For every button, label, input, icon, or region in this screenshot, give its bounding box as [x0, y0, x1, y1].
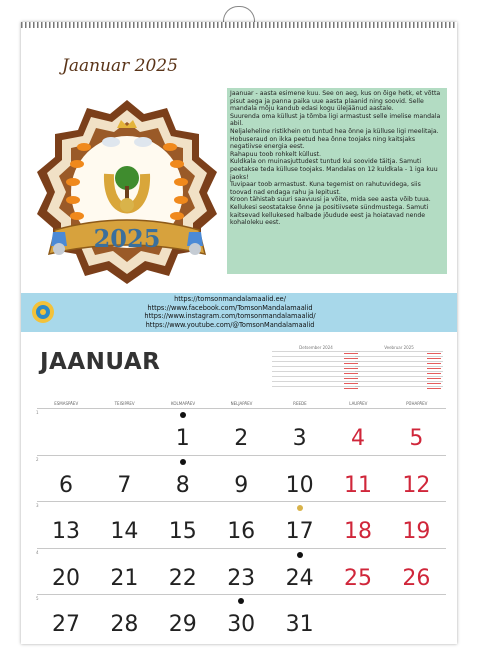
month-heading: JAANUAR	[40, 349, 161, 375]
calendar-day: 11	[344, 472, 372, 498]
calendar-day: 30	[227, 612, 256, 637]
calendar-day: 23	[227, 565, 256, 591]
mini-calendar-previous	[272, 345, 360, 393]
calendar-day: 12	[402, 472, 431, 498]
weekday-label: NELJAPÄEV	[230, 401, 253, 406]
calendar-day: 4	[351, 426, 365, 451]
weekday-label: REEDE	[293, 401, 307, 406]
calendar-day: 10	[285, 472, 314, 498]
calendar-day: 2	[234, 426, 249, 451]
calendar-day: 16	[227, 519, 256, 544]
youtube-link[interactable]: https://www.youtube.com/@TomsonMandalamaalid	[145, 320, 315, 329]
mini-calendar-sundays	[427, 353, 441, 391]
calendar-day: 31	[285, 612, 314, 637]
calendar-day: 21	[110, 565, 139, 591]
website-link[interactable]: https://tomsonmandalamaalid.ee/	[174, 295, 286, 303]
description-paragraph: Hobuseraud on ikka peetud hea õnne toojaks ning kaitsjaks negatiivse energia eest.	[230, 135, 416, 151]
description-paragraph: Jaanuar - aasta esimene kuu. See on aeg, kus on õige hetk, et võtta pisut aega ja panna paika uue aasta plaanid ning soovid. Selle mandala mõju kandub edasi kogu ülejäänud aastale.	[230, 90, 441, 113]
calendar-day: 18	[344, 519, 372, 544]
facebook-link[interactable]: https://www.facebook.com/TomsonMandalamaalid	[147, 303, 313, 312]
calendar-day: 15	[168, 519, 197, 544]
calendar-day: 29	[168, 612, 197, 637]
calendar-day: 14	[110, 519, 139, 544]
weekday-label: LAUPÄEV	[349, 401, 368, 406]
moon-phase-icon	[297, 505, 303, 511]
week-number: 1	[36, 410, 39, 415]
description-paragraph: Kroon tähistab suuri saavuusi ja võite, mida see aasta võib tuua.	[230, 196, 431, 204]
week-number: 4	[36, 549, 39, 555]
calendar-day: 19	[402, 519, 431, 544]
description-paragraph: Rahapuu toob rohkelt küllust.	[230, 150, 321, 158]
calendar-day: 28	[110, 612, 139, 637]
calendar-day: 26	[402, 565, 431, 591]
calendar-day: 24	[285, 565, 314, 591]
instagram-link[interactable]: https://www.instagram.com/tomsonmandalamaalid/	[144, 312, 316, 321]
wire-binding	[21, 22, 457, 28]
mini-calendar-next	[355, 345, 443, 393]
moon-phase-icon	[297, 552, 303, 558]
calendar-day: 3	[292, 426, 307, 451]
description-paragraph: Kuldkala on muinasjuttudest tuntud kui soovide täitja. Samuti peetakse teda külluse toojaks. Mandalas on 12 kuldkala - 1 iga kuu jaoks!	[230, 158, 438, 181]
weekday-label: ESMASPÄEV	[54, 401, 79, 406]
week-number: 2	[36, 456, 39, 462]
mini-calendar-title: Veebruar 2025	[384, 345, 414, 350]
calendar-day: 1	[175, 426, 190, 451]
weekday-label: TEISIPÄEV	[114, 401, 135, 406]
calendar-day: 13	[52, 519, 80, 544]
calendar-day: 27	[52, 612, 80, 637]
links-list	[80, 295, 380, 329]
description-paragraph: Neljaleheline ristikhein on tuntud hea õnne ja külluse ligi meelitaja.	[230, 127, 439, 135]
week-number: 5	[36, 596, 39, 601]
moon-phase-icon	[180, 459, 186, 465]
weekday-label: PÜHAPÄEV	[406, 401, 428, 406]
calendar-day: 20	[52, 565, 80, 591]
calendar-day: 5	[409, 426, 424, 451]
calendar-day: 9	[234, 472, 249, 498]
calendar-day: 22	[168, 565, 197, 591]
calendar-day: 25	[344, 565, 372, 591]
page-title: Jaanuar 2025	[62, 56, 178, 76]
mandala-description	[227, 88, 447, 274]
mandala-year-label	[94, 224, 161, 253]
moon-phase-icon	[180, 412, 186, 418]
svg-text:2025: 2025	[93, 224, 161, 253]
calendar-day: 7	[117, 472, 132, 498]
mini-calendar-title: Detsember 2024	[299, 345, 333, 350]
brand-logo-icon	[30, 299, 56, 325]
description-paragraph: Tuvipaar toob armastust. Kuna tegemist on rahutuvidega, siis toovad nad endaga rahu ja lepitust.	[230, 181, 421, 196]
description-paragraph: Suurenda oma küllust ja tõmba ligi armastust selle imelise mandala abil.	[230, 112, 441, 128]
calendar-day: 17	[285, 519, 314, 544]
weekday-header	[37, 400, 446, 408]
week-number: 3	[36, 503, 39, 508]
calendar-day: 8	[175, 472, 190, 498]
weekday-label: KOLMAPÄEV	[170, 401, 196, 406]
description-paragraph: Kellukesi seostatakse õnne ja positiivsete sündmustega. Samuti kaitsevad kellukesed halbade jõudude eest ja hoiatavad nende kohaloleku eest.	[230, 203, 429, 227]
mandala-image	[29, 92, 225, 290]
calendar-day: 6	[59, 472, 73, 498]
